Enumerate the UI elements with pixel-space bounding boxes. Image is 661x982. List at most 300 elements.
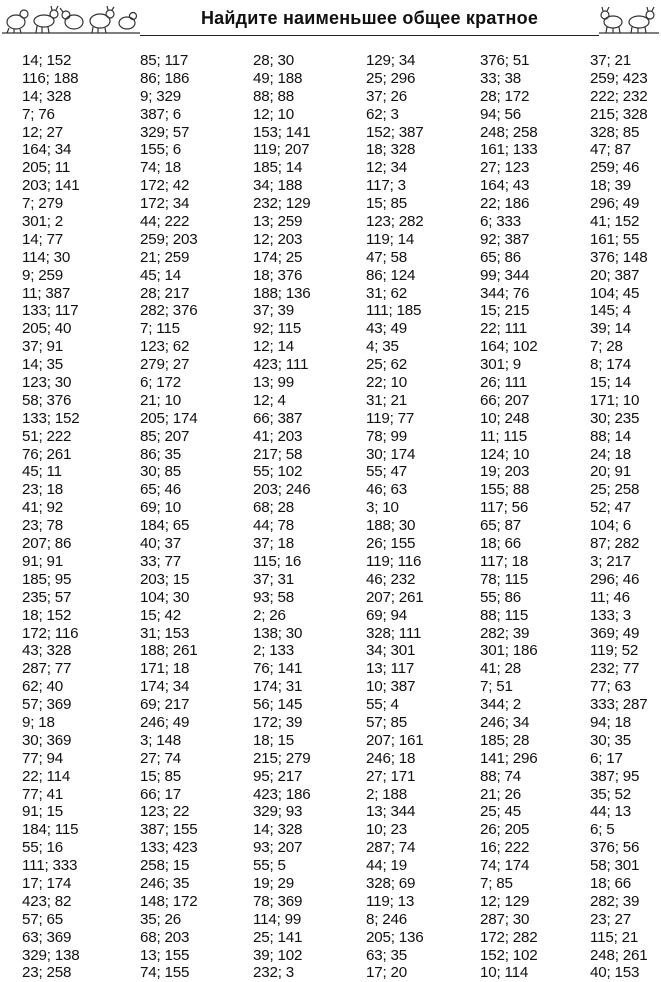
number-pair: 164; 43 [480,177,530,195]
number-pair: 301; 2 [22,213,64,231]
number-pair: 25; 62 [366,356,408,374]
number-pair: 2; 26 [253,606,286,624]
number-pair: 13; 99 [253,374,295,392]
number-pair: 10; 387 [366,678,416,696]
number-pair: 333; 287 [590,696,648,714]
number-pair: 174; 31 [253,678,303,696]
number-pair: 26; 155 [366,535,416,553]
number-pair: 37; 39 [253,302,295,320]
number-pair: 259; 423 [590,69,648,87]
number-pair: 287; 74 [366,839,416,857]
number-pair: 119; 52 [590,642,639,660]
number-pair: 69; 217 [140,696,190,714]
number-pair: 115; 16 [253,552,302,570]
number-pair: 6; 172 [140,374,182,392]
number-pair: 65; 46 [140,481,182,499]
number-pair: 65; 87 [480,517,522,535]
number-pair: 27; 123 [480,159,530,177]
number-pair: 57; 369 [22,696,72,714]
number-pair: 74; 18 [140,159,182,177]
number-pair: 19; 29 [253,874,295,892]
number-pair: 33; 38 [480,69,522,87]
number-pair: 376; 148 [590,248,648,266]
number-pair: 65; 86 [480,248,522,266]
number-pair: 423; 186 [253,785,311,803]
number-pair: 117; 3 [366,177,406,195]
number-pair: 12; 27 [22,123,64,141]
number-pair: 23; 18 [22,481,64,499]
number-pair: 282; 39 [480,624,530,642]
number-pair: 117; 56 [480,499,529,517]
number-pair: 33; 77 [140,552,182,570]
number-pair: 104; 45 [590,284,640,302]
number-pair: 9; 259 [22,266,64,284]
number-pair: 282; 376 [140,302,198,320]
number-pair: 77; 41 [22,785,64,803]
number-pair: 15; 85 [140,767,182,785]
number-pair: 188; 136 [253,284,311,302]
number-pair: 114; 99 [253,910,302,928]
number-pair: 7; 28 [590,338,623,356]
number-pair: 344; 2 [480,696,522,714]
number-pair: 7; 115 [140,320,180,338]
number-pair: 55; 47 [366,463,408,481]
number-pair: 215; 279 [253,749,311,767]
number-pair: 12; 203 [253,230,303,248]
number-pair: 31; 21 [366,391,408,409]
number-pair: 86; 186 [140,69,190,87]
number-pair: 55; 102 [253,463,303,481]
number-pair: 184; 65 [140,517,190,535]
number-pair: 12; 34 [366,159,408,177]
number-pair: 78; 115 [480,570,529,588]
number-pair: 37; 18 [253,535,295,553]
column-4 [366,52,471,982]
number-pair: 25; 141 [253,928,303,946]
number-pair: 58; 301 [590,857,640,875]
number-pair: 246; 49 [140,713,190,731]
number-pair: 11; 46 [590,588,630,606]
number-pair: 203; 141 [22,177,80,195]
number-pair: 30; 235 [590,409,640,427]
number-pair: 63; 35 [366,946,408,964]
number-pair: 6; 5 [590,821,615,839]
number-pair: 12; 4 [253,391,286,409]
number-pair: 18; 66 [590,874,632,892]
number-pair: 26; 111 [480,374,528,392]
number-pair: 104; 6 [590,517,632,535]
number-pair: 184; 115 [22,821,79,839]
number-pair: 155; 6 [140,141,182,159]
number-pair: 18; 39 [590,177,632,195]
number-pair: 114; 30 [22,248,71,266]
number-pair: 66; 387 [253,409,303,427]
number-pair: 123; 282 [366,213,424,231]
number-pair: 387; 6 [140,105,182,123]
animals-illustration-right [599,4,659,34]
number-pair: 18; 328 [366,141,416,159]
number-pair: 6; 17 [590,749,623,767]
number-pair: 15; 85 [366,195,408,213]
number-pair: 172; 116 [22,624,79,642]
number-pair: 2; 188 [366,785,408,803]
number-pair: 23; 27 [590,910,632,928]
number-pair: 85; 117 [140,52,189,69]
number-pair: 119; 77 [366,409,415,427]
number-pair: 14; 328 [22,87,72,105]
number-pair: 91; 91 [22,552,64,570]
number-pair: 20; 91 [590,463,632,481]
number-pair: 14; 152 [22,52,72,69]
number-pair: 30; 174 [366,445,416,463]
number-pair: 123; 22 [140,803,190,821]
number-pair: 13; 344 [366,803,416,821]
number-pair: 119; 13 [366,892,415,910]
number-pair: 30; 85 [140,463,182,481]
number-pair: 116; 188 [22,69,79,87]
number-pair: 86; 124 [366,266,416,284]
number-pair: 13; 259 [253,213,303,231]
number-pair: 376; 56 [590,839,640,857]
number-pair: 34; 188 [253,177,303,195]
number-pair: 161; 133 [480,141,538,159]
number-pair: 41; 92 [22,499,64,517]
number-pair: 93; 58 [253,588,295,606]
number-pair: 22; 111 [480,320,528,338]
number-pair: 28; 217 [140,284,190,302]
number-pair: 55; 5 [253,857,286,875]
number-pair: 329; 138 [22,946,80,964]
number-pair: 69; 10 [140,499,182,517]
number-pair: 77; 63 [590,678,632,696]
number-pair: 203; 15 [140,570,190,588]
column-6 [590,52,661,982]
number-pair: 152; 387 [366,123,424,141]
number-pair: 86; 35 [140,445,182,463]
number-pair: 88; 14 [590,427,632,445]
number-pair: 44; 19 [366,857,408,875]
number-pair: 10; 23 [366,821,408,839]
number-pair: 215; 328 [590,105,648,123]
number-pair: 207; 86 [22,535,72,553]
number-pair: 63; 369 [22,928,72,946]
number-pair: 16; 222 [480,839,530,857]
number-pair: 91; 15 [22,803,64,821]
number-pair: 49; 188 [253,69,303,87]
number-pair: 27; 74 [140,749,182,767]
number-pair: 9; 18 [22,713,55,731]
number-pair: 11; 115 [480,427,528,445]
number-pair: 376; 51 [480,52,530,69]
number-pair: 69; 94 [366,606,408,624]
number-pair: 66; 207 [480,391,530,409]
number-pair: 423; 82 [22,892,72,910]
number-pair: 301; 9 [480,356,522,374]
number-pair: 77; 94 [22,749,64,767]
number-pair: 14; 35 [22,356,64,374]
number-pair: 24; 18 [590,445,632,463]
number-pair: 133; 117 [22,302,79,320]
number-pair: 21; 259 [140,248,190,266]
number-pair: 23; 258 [22,964,72,982]
number-pair: 28; 172 [480,87,530,105]
number-pair: 259; 46 [590,159,640,177]
number-pair: 207; 261 [366,588,424,606]
number-pair: 87; 282 [590,535,640,553]
number-pair: 129; 34 [366,52,416,69]
number-pair: 205; 174 [140,409,198,427]
number-pair: 171; 18 [140,660,190,678]
number-pair: 172; 39 [253,713,303,731]
header [0,0,661,44]
number-pair: 57; 85 [366,713,408,731]
number-pair: 78; 99 [366,427,408,445]
column-3 [253,52,358,982]
number-pair: 55; 16 [22,839,64,857]
number-pair: 145; 4 [590,302,632,320]
number-pair: 62; 40 [22,678,64,696]
number-pair: 47; 58 [366,248,408,266]
number-pair: 35; 52 [590,785,632,803]
number-pair: 12; 129 [480,892,530,910]
number-pair: 37; 91 [22,338,64,356]
number-pair: 85; 207 [140,427,190,445]
number-pair: 4; 35 [366,338,399,356]
number-pair: 217; 58 [253,445,303,463]
title-rule [140,35,599,36]
number-pair: 185; 28 [480,731,530,749]
number-pair: 3; 217 [590,552,632,570]
number-pair: 328; 85 [590,123,640,141]
number-pair: 111; 185 [366,302,422,320]
number-pair: 164; 102 [480,338,538,356]
number-pair: 369; 49 [590,624,640,642]
number-pair: 164; 34 [22,141,72,159]
number-pair: 185; 14 [253,159,303,177]
number-pair: 44; 222 [140,213,190,231]
number-pair: 23; 78 [22,517,64,535]
number-pair: 26; 205 [480,821,530,839]
number-pair: 296; 46 [590,570,640,588]
number-pair: 37; 31 [253,570,295,588]
number-pair: 62; 3 [366,105,399,123]
number-pair: 10; 248 [480,409,530,427]
number-pair: 58; 376 [22,391,72,409]
number-pair: 88; 88 [253,87,295,105]
number-pair: 172; 42 [140,177,190,195]
number-pair: 41; 28 [480,660,522,678]
number-pair: 188; 261 [140,642,198,660]
number-pair: 17; 20 [366,964,408,982]
number-pair: 99; 344 [480,266,530,284]
number-pair: 9; 329 [140,87,182,105]
number-pair: 119; 207 [253,141,310,159]
number-pair: 123; 62 [140,338,190,356]
number-pair: 37; 26 [366,87,408,105]
number-pair: 31; 62 [366,284,408,302]
number-pair: 387; 155 [140,821,198,839]
number-pair: 30; 35 [590,731,632,749]
number-pair: 232; 129 [253,195,311,213]
number-pair: 22; 114 [22,767,71,785]
number-pair: 10; 114 [480,964,529,982]
number-pair: 232; 77 [590,660,640,678]
number-pair: 246; 35 [140,874,190,892]
number-pair: 66; 17 [140,785,182,803]
number-pair: 232; 3 [253,964,295,982]
number-pair: 35; 26 [140,910,182,928]
number-pair: 22; 186 [480,195,530,213]
number-pair: 34; 301 [366,642,416,660]
number-pair: 47; 87 [590,141,632,159]
number-pair: 18; 15 [253,731,295,749]
number-pair: 282; 39 [590,892,640,910]
number-pair: 8; 174 [590,356,632,374]
number-pair: 27; 171 [366,767,416,785]
column-5 [480,52,585,982]
number-pair: 246; 34 [480,713,530,731]
number-pair: 51; 222 [22,427,72,445]
number-pair: 124; 10 [480,445,530,463]
number-pair: 20; 387 [590,266,640,284]
number-pair: 37; 21 [590,52,632,69]
number-pair: 93; 207 [253,839,303,857]
number-pair: 45; 11 [22,463,62,481]
column-2 [140,52,245,982]
number-pair: 52; 47 [590,499,632,517]
number-pair: 25; 296 [366,69,416,87]
number-pair: 296; 49 [590,195,640,213]
number-pair: 344; 76 [480,284,530,302]
number-pair: 40; 37 [140,535,182,553]
number-pair: 22; 10 [366,374,408,392]
number-pair: 88; 115 [480,606,529,624]
number-pair: 30; 369 [22,731,72,749]
number-pair: 117; 18 [480,552,529,570]
number-pair: 43; 49 [366,320,408,338]
number-pair: 188; 30 [366,517,416,535]
number-pair: 45; 14 [140,266,182,284]
number-pair: 3; 148 [140,731,182,749]
number-pair: 7; 279 [22,195,64,213]
number-pair: 329; 57 [140,123,190,141]
number-pair: 155; 88 [480,481,530,499]
number-pair: 6; 333 [480,213,522,231]
number-pair: 8; 246 [366,910,408,928]
number-pair: 28; 30 [253,52,295,69]
number-pair: 141; 296 [480,749,538,767]
number-pair: 222; 232 [590,87,648,105]
number-pair: 185; 95 [22,570,72,588]
number-pair: 2; 133 [253,642,295,660]
number-pair: 3; 10 [366,499,399,517]
number-pair: 76; 261 [22,445,72,463]
number-pair: 46; 232 [366,570,416,588]
number-pair: 44; 13 [590,803,632,821]
number-pair: 115; 21 [590,928,639,946]
number-pair: 76; 141 [253,660,303,678]
number-pair: 14; 77 [22,230,64,248]
number-pair: 41; 203 [253,427,303,445]
number-pair: 57; 65 [22,910,64,928]
number-pair: 88; 74 [480,767,522,785]
number-pair: 40; 153 [590,964,640,982]
number-pair: 92; 387 [480,230,530,248]
number-pair: 152; 102 [480,946,538,964]
number-pair: 172; 282 [480,928,538,946]
number-pair: 55; 86 [480,588,522,606]
number-pair: 39; 14 [590,320,632,338]
number-pair: 68; 28 [253,499,295,517]
number-pair: 248; 258 [480,123,538,141]
number-pair: 21; 10 [140,391,182,409]
number-pair: 171; 10 [590,391,640,409]
number-pair: 153; 141 [253,123,311,141]
number-pair: 18; 66 [480,535,522,553]
number-pair: 287; 30 [480,910,530,928]
number-pair: 11; 387 [22,284,71,302]
page-title: Найдите наименьшее общее кратное [200,8,539,28]
number-pair: 174; 25 [253,248,303,266]
number-pair: 44; 78 [253,517,295,535]
number-pair: 279; 27 [140,356,190,374]
number-pair: 78; 369 [253,892,303,910]
number-pair: 13; 117 [366,660,415,678]
number-pair: 46; 63 [366,481,408,499]
number-pair: 25; 258 [590,481,640,499]
number-pair: 133; 3 [590,606,632,624]
number-pair: 138; 30 [253,624,303,642]
number-pair: 74; 174 [480,857,530,875]
number-pair: 94; 18 [590,713,632,731]
number-pair: 301; 186 [480,642,538,660]
number-pair: 248; 261 [590,946,648,964]
number-pair: 7; 51 [480,678,513,696]
number-pair: 203; 246 [253,481,311,499]
number-pair: 39; 102 [253,946,303,964]
number-pair: 123; 30 [22,374,72,392]
animals-illustration-left [2,4,140,34]
number-pair: 246; 18 [366,749,416,767]
number-pair: 133; 152 [22,409,80,427]
number-pair: 329; 93 [253,803,303,821]
number-pair: 172; 34 [140,195,190,213]
number-pair: 205; 40 [22,320,72,338]
number-pair: 14; 328 [253,821,303,839]
number-pair: 68; 203 [140,928,190,946]
number-pair: 205; 11 [22,159,71,177]
number-pair: 12; 14 [253,338,295,356]
column-1 [22,52,127,982]
number-pair: 56; 145 [253,696,303,714]
number-pair: 205; 136 [366,928,424,946]
number-pair: 31; 153 [140,624,190,642]
number-pair: 18; 152 [22,606,72,624]
number-pair: 55; 4 [366,696,399,714]
number-pair: 92; 115 [253,320,302,338]
number-pair: 94; 56 [480,105,522,123]
number-pair: 43; 328 [22,642,72,660]
number-pair: 287; 77 [22,660,72,678]
number-pair: 328; 69 [366,874,416,892]
number-pair: 15; 215 [480,302,530,320]
number-pair: 111; 333 [22,857,78,875]
number-pair: 104; 30 [140,588,190,606]
number-pair: 119; 14 [366,230,415,248]
number-pair: 74; 155 [140,964,190,982]
number-pair: 119; 116 [366,552,422,570]
number-pair: 25; 45 [480,803,522,821]
